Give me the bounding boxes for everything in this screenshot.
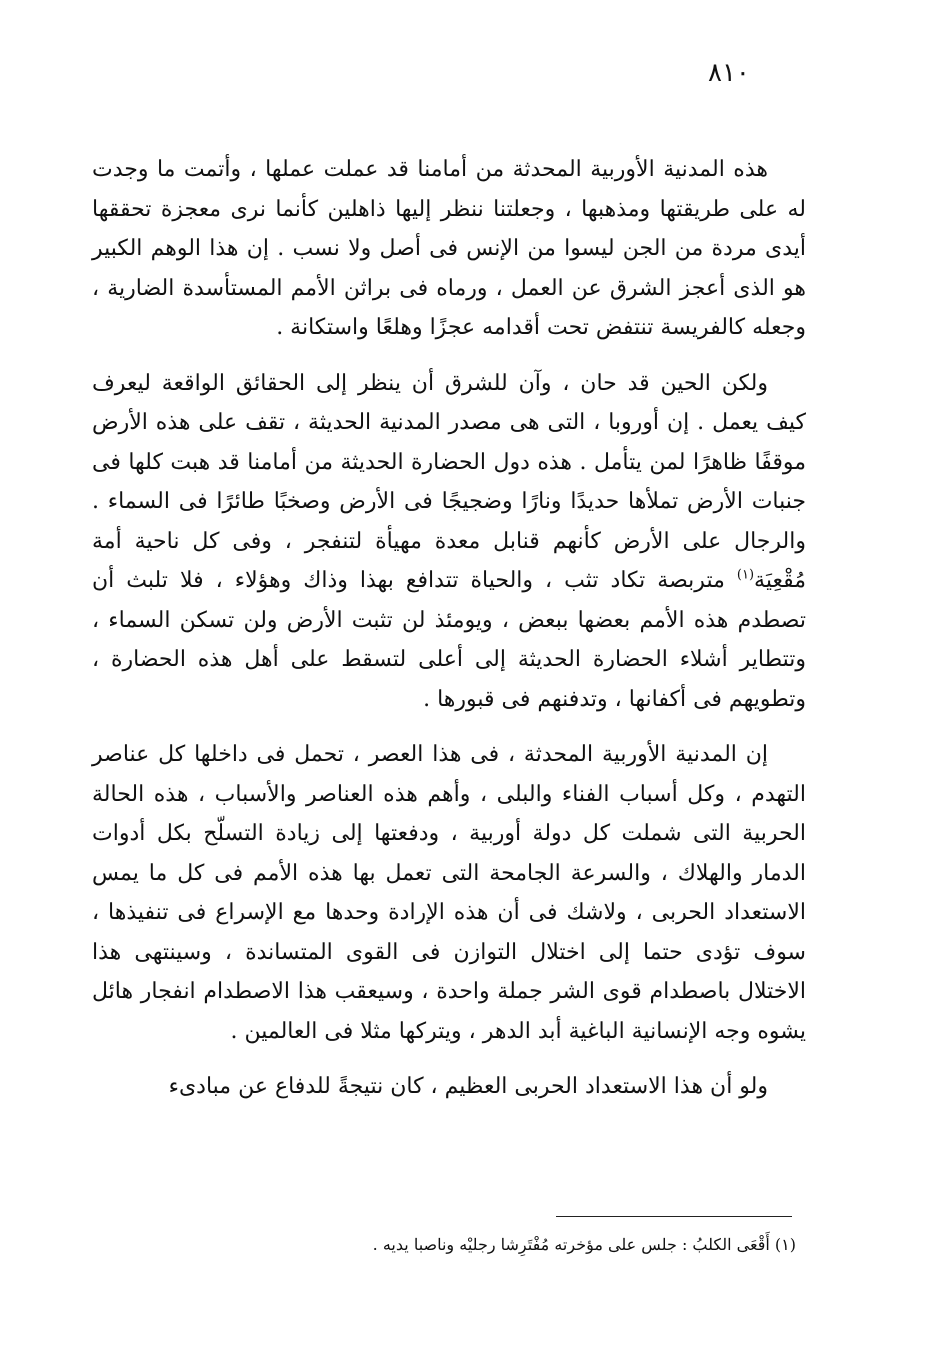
page-number: ٨١٠ (708, 58, 750, 88)
paragraph-2 (92, 364, 806, 720)
paragraph-3: إن المدنية الأوربية المحدثة ، فى هذا العصر ، تحمل فى داخلها كل عناصر التهدم ، وكل أسباب الفناء والبلى ، وأهم هذه العناصر والأسباب ، هذه الحالة الحربية التى شملت كل دولة أوربية ، ودفعتها إلى زيادة التسلّح بكل أدوات الدمار والهلاك ، والسرعة الجامحة التى تعمل بها هذه الأمم فى كل ما يمس الاستعداد الحربى ، ولاشك فى أن هذه الإرادة وحدها مع الإسراع فى تنفيذها ، سوف تؤدى حتما إلى اختلال التوازن فى القوى المتساندة ، وسينتهى هذا الاختلال باصطدام قوى الشر جملة واحدة ، وسيعقب هذا الاصطدام انفجار هائل يشوه وجه الإنسانية الباغية أبد الدهر ، ويتركها مثلا فى العالمين . (92, 742, 806, 1044)
paragraph-1: هذه المدنية الأوربية المحدثة من أمامنا قد عملت عملها ، وأتمت ما وجدت له على طريقتها ومذهبها ، وجعلتنا ننظر إليها ذاهلين كأنما نرى معجزة تحققها أيدى مردة من الجن ليسوا من الإنس فى أصل ولا نسب . إن هذا الوهم الكبير هو الذى أعجز الشرق عن العمل ، ورماه فى براثن الأمم المستأسدة الضارية ، وجعله كالفريسة تنتفض تحت أقدامه عجزًا وهلعًا واستكانة . (92, 157, 806, 340)
footnote-reference: (١) (736, 567, 755, 583)
body-text (92, 150, 806, 1123)
footnote-divider (556, 1216, 792, 1217)
footnote: (١) أَقْعَى الكلبُ : جلس على مؤخرته مُفْتَرِشا رجليْه وناصبا يديه . (372, 1235, 796, 1254)
paragraph-4: ولو أن هذا الاستعداد الحربى العظيم ، كان نتيجةً للدفاع عن مبادىء (168, 1074, 768, 1099)
paragraph-2-part-1: ولكن الحين قد حان ، وآن للشرق أن ينظر إلى الحقائق الواقعة ليعرف كيف يعمل . إن أوروبا ، التى هى مصدر المدنية الحديثة ، تقف على هذه الأرض موقفًا ظاهرًا لمن يتأمل . هذه دول الحضارة الحديثة من أمامنا قد هبت كلها فى جنبات الأرض تملأها حديدًا ونارًا وضجيجًا فى الأرض وصخبًا طائرًا فى السماء . والرجال على الأرض كأنهم قنابل معدة مهيأة لتنفجر ، وفى كل ناحية أمة مُقْعِيَة (92, 370, 806, 593)
paragraph-2-part-2: متربصة تكاد تثب ، والحياة تتدافع بهذا وذاك وهؤلاء ، فلا تلبث أن تصطدم هذه الأمم بعضها ببعض ، ويومئذ لن تثبت الأرض ولن تسكن السماء ، وتتطاير أشلاء الحضارة الحديثة إلى أعلى لتسقط على أهل هذه الحضارة ، وتطويهم فى أكفانها ، وتدفنهم فى قبورها . (92, 568, 806, 712)
